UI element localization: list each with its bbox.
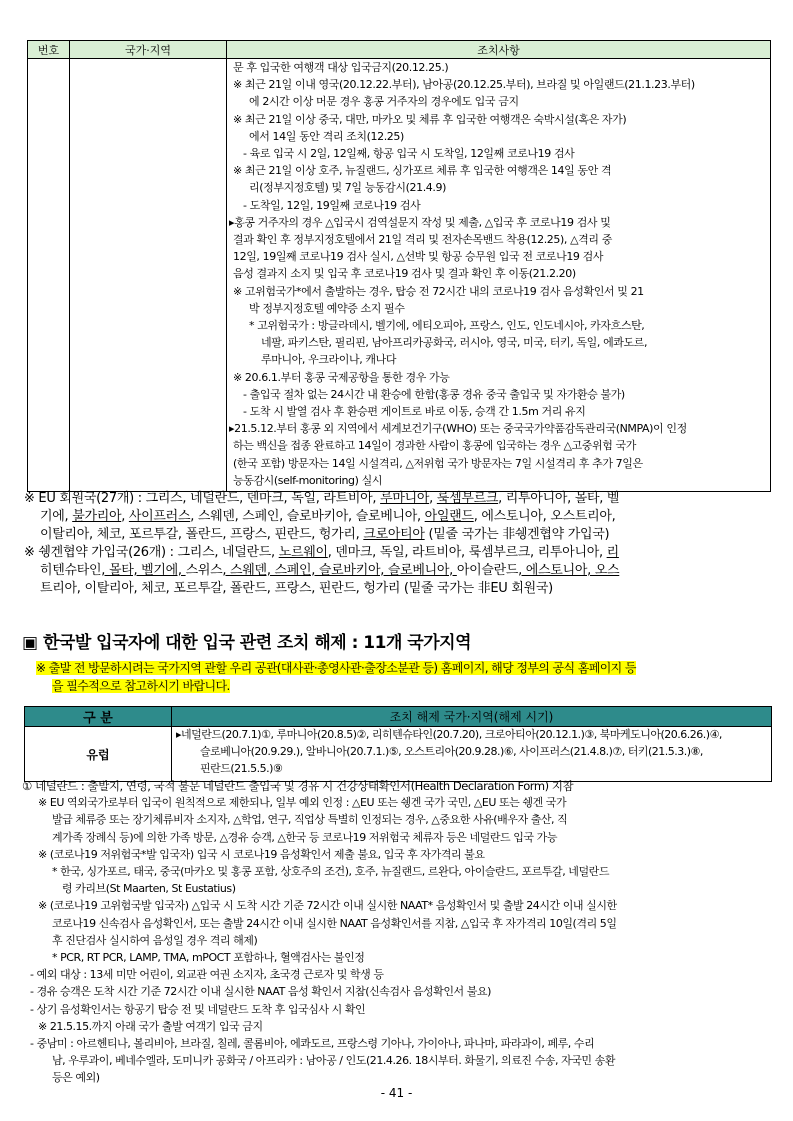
header-lifted-countries: 조치 해제 국가·지역(해제 시기) [172,707,772,727]
detail-line: - 예외 대상 : 13세 미만 어린이, 외교관 여권 소지자, 초국경 근로자 및 학생 등 [30,968,384,982]
measure-line: ※ 20.6.1.부터 홍콩 국제공항을 통한 경우 가능 [233,370,450,384]
measure-line: 결과 확인 후 정부지정호텔에서 21일 격리 및 전자손목밴드 착용(12.25), △격리 중 [233,233,612,246]
measure-line: 능동감시(self-monitoring) 실시 [233,473,383,487]
measure-line: - 도착일, 12일, 19일째 코로나19 검사 [243,198,421,212]
section-title: 한국발 입국자에 대한 입국 관련 조치 해제 : 11개 국가지역 [42,633,471,653]
measure-line: 루마니아, 우크라이나, 캐나다 [261,353,397,367]
header-measures: 조치사항 [227,41,771,59]
eu-note-line: 트리아, 이탈리아, 체코, 포르투갈, 폴란드, 프랑스, 핀란드, 헝가리 (밑줄 국가는 非EU 회원국) [40,581,553,596]
measure-line: 음성 결과지 소지 및 입국 후 코로나19 검사 및 결과 확인 후 이동(21.2.20) [233,267,576,281]
notice-line-2: 을 필수적으로 참고하시기 바랍니다. [52,679,230,693]
measure-line: - 출입국 절차 없는 24시간 내 환승에 한함(홍콩 경유 중국 출입국 및 자가환승 불가) [243,387,625,401]
lifted-measures-table [24,706,772,782]
detail-line: ① 네덜란드 : 출발지, 연령, 국적 불문 네덜란드 출입국 및 경유 시 건강상태확인서(Health Declaration Form) 지참 [22,779,574,793]
measure-line: ▸홍콩 거주자의 경우 △입국시 검역설문지 작성 및 제출, △입국 후 코로나19 검사 및 [229,215,611,229]
detail-line: 코로나19 신속검사 음성확인서, 또는 출발 24시간 이내 실시한 NAAT 음성확인서를 지참, △입국 후 자가격리 10일(격리 5일 [52,916,617,930]
lifted-country-line: 핀란드(21.5.5.)⑨ [200,762,283,775]
lifted-country-line: ▸네덜란드(20.7.1)①, 루마니아(20.8.5)②, 리히텐슈타인(20.7.20), 크로아티아(20.12.1.)③, 북마케도니아(20.6.26.)④, [176,728,722,741]
header-category: 구 분 [25,707,172,727]
detail-line: ※ (코로나19 저위험국*발 입국자) 입국 시 코로나19 음성확인서 제출 불요, 입국 후 자가격리 불요 [38,847,485,861]
eu-note-line: ※ EU 회원국(27개) : 그리스, 네덜란드, 덴마크, 독일, 라트비아, 루마니아, 룩셈부르크, 리투아니아, 몰타, 벨 [24,491,620,506]
measure-line: * 고위험국가 : 방글라데시, 벨기에, 에티오피아, 프랑스, 인도, 인도네시아, 카자흐스탄, [249,319,645,332]
measure-line: ▸21.5.12.부터 홍콩 외 지역에서 세계보건기구(WHO) 또는 중국국가약품감독관리국(NMPA)이 인정 [229,422,687,436]
detail-line: - 중남미 : 아르헨티나, 볼리비아, 브라질, 칠레, 콜롬비아, 에콰도르, 프랑스령 기아나, 가이아나, 파나마, 파라과이, 페루, 수리 [30,1037,595,1050]
eu-note-line: 히텐슈타인, 몰타, 벨기에, 스위스, 스웨덴, 스페인, 슬로바키아, 슬로베니아, 아이슬란드, 에스토니아, 오스 [40,563,620,578]
detail-line: * 한국, 싱가포르, 태국, 중국(마카오 및 홍콩 포함, 상호주의 조건), 호주, 뉴질랜드, 르완다, 아이슬란드, 포르투갈, 네덜란드 [52,865,609,878]
measure-line: - 도착 시 발열 검사 후 환승편 게이트로 바로 이동, 승객 간 1.5m 거리 유지 [243,405,586,418]
measure-line: - 육로 입국 시 2일, 12일째, 항공 입국 시 도착일, 12일째 코로나19 검사 [243,147,575,160]
measure-line: ※ 최근 21일 이상 중국, 대만, 마카오 및 체류 후 입국한 여행객은 숙박시설(혹은 자가) [233,112,627,126]
section-heading [22,628,471,653]
detail-line: 계가족 장례식 등)에 의한 가족 방문, △경유 승객, △한국 등 코로나19 저위험국 체류자 등은 네덜란드 입국 가능 [52,830,558,844]
detail-line: * PCR, RT PCR, LAMP, TMA, mPOCT 포함하나, 혈액검사는 불인정 [52,951,365,964]
measures-cell [227,59,771,492]
page-number: - 41 - [380,1086,413,1100]
eu-note-line: 이탈리아, 체코, 포르투갈, 폴란드, 프랑스, 핀란드, 헝가리, 크로아티아 (밑줄 국가는 非쉥겐협약 가입국) [40,527,610,542]
lifted-countries-cell [172,727,772,782]
measure-line: 12일, 19일째 코로나19 검사 실시, △선박 및 항공 승무원 입국 전 코로나19 검사 [233,250,604,264]
measure-line: ※ 최근 21일 이내 영국(20.12.22.부터), 남아공(20.12.25.부터), 브라질 및 아일랜드(21.1.23.부터) [233,78,695,92]
detail-line: 후 진단검사 실시하여 음성일 경우 격리 해제) [52,933,258,947]
detail-line: - 상기 음성확인서는 항공기 탑승 전 및 네덜란드 도착 후 입국심사 시 확인 [30,1002,366,1016]
lifted-country-line: 슬로베니아(20.9.29.), 알바니아(20.7.1.)⑤, 오스트리아(20.9.28.)⑥, 사이프러스(21.4.8.)⑦, 터키(21.5.3.)⑧, [200,745,703,758]
detail-line: ※ EU 역외국가로부터 입국이 원칙적으로 제한되나, 일부 예외 인정 : △EU 또는 쉥겐 국가 국민, △EU 또는 쉥겐 국가 [38,796,567,810]
detail-line: ※ 21.5.15.까지 아래 국가 출발 여객기 입국 금지 [38,1019,263,1033]
detail-line: 령 카리브(St Maarten, St Eustatius) [62,882,236,896]
detail-line: - 경유 승객은 도착 시간 기준 72시간 이내 실시한 NAAT 음성 확인서 지참(신속검사 음성확인서 불요) [30,985,491,999]
measure-line: (한국 포함) 방문자는 14일 시설격리, △저위험 국가 방문자는 7일 시설격리 후 추가 7일은 [233,456,643,470]
measure-line: 네팔, 파키스탄, 필리핀, 남아프리카공화국, 러시아, 영국, 미국, 터키, 독일, 에콰도르, [261,336,648,350]
section-marker: ▣ [22,633,38,653]
eu-note-line: ※ 쉥겐협약 가입국(26개) : 그리스, 네덜란드, 노르웨이, 덴마크, 독일, 라트비아, 룩셈부르크, 리투아니아, 리 [24,545,619,560]
number-cell [28,59,70,492]
measure-line: 문 후 입국한 여행객 대상 입국금지(20.12.25.) [233,61,449,74]
measure-line: 에서 14일 동안 격리 조치(12.25) [249,129,404,143]
measure-line: ※ 최근 21일 이상 호주, 뉴질랜드, 싱가포르 체류 후 입국한 여행객은 14일 동안 격 [233,164,612,178]
measure-line: 하는 백신을 접종 완료하고 14일이 경과한 사람이 홍콩에 입국하는 경우 △고중위험 국가 [233,439,637,453]
header-country: 국가·지역 [70,41,227,59]
measure-line: 에 2시간 이상 머문 경우 홍콩 거주자의 경우에도 입국 금지 [249,95,519,109]
detail-line: 등은 예외) [52,1071,100,1085]
measures-table [27,40,771,492]
country-cell [70,59,227,492]
measure-line: ※ 고위험국가*에서 출발하는 경우, 탑승 전 72시간 내의 코로나19 검사 음성확인서 및 21 [233,284,644,298]
detail-line: 발급 체류증 또는 장기체류비자 소지자, △학업, 연구, 직업상 특별히 인정되는 경우, △중요한 사유(배우자 출산, 직 [52,813,568,827]
measure-line: 박 정부지정호텔 예약증 소지 필수 [249,301,405,315]
measure-line: 리(정부지정호텔) 및 7일 능동감시(21.4.9) [249,181,446,195]
header-number: 번호 [28,41,70,59]
notice-line-1: ※ 출발 전 방문하시려는 국가지역 관할 우리 공관(대사관·총영사관·출장소분관 등) 홈페이지, 해당 정부의 공식 홈페이지 등 [36,661,636,675]
region-cell: 유럽 [25,727,172,782]
eu-note-line: 기에, 불가리아, 사이프러스, 스웨덴, 스페인, 슬로바키아, 슬로베니아, 아일랜드, 에스토니아, 오스트리아, [40,509,616,524]
detail-line: 남, 우루과이, 베네수엘라, 도미니카 공화국 / 아프리카 : 남아공 / 인도(21.4.26. 18시부터. 화물기, 의료진 수송, 자국민 송환 [52,1054,616,1068]
detail-line: ※ (코로나19 고위험국발 입국자) △입국 시 도착 시간 기준 72시간 이내 실시한 NAAT* 음성확인서 및 출발 24시간 이내 실시한 [38,899,617,913]
